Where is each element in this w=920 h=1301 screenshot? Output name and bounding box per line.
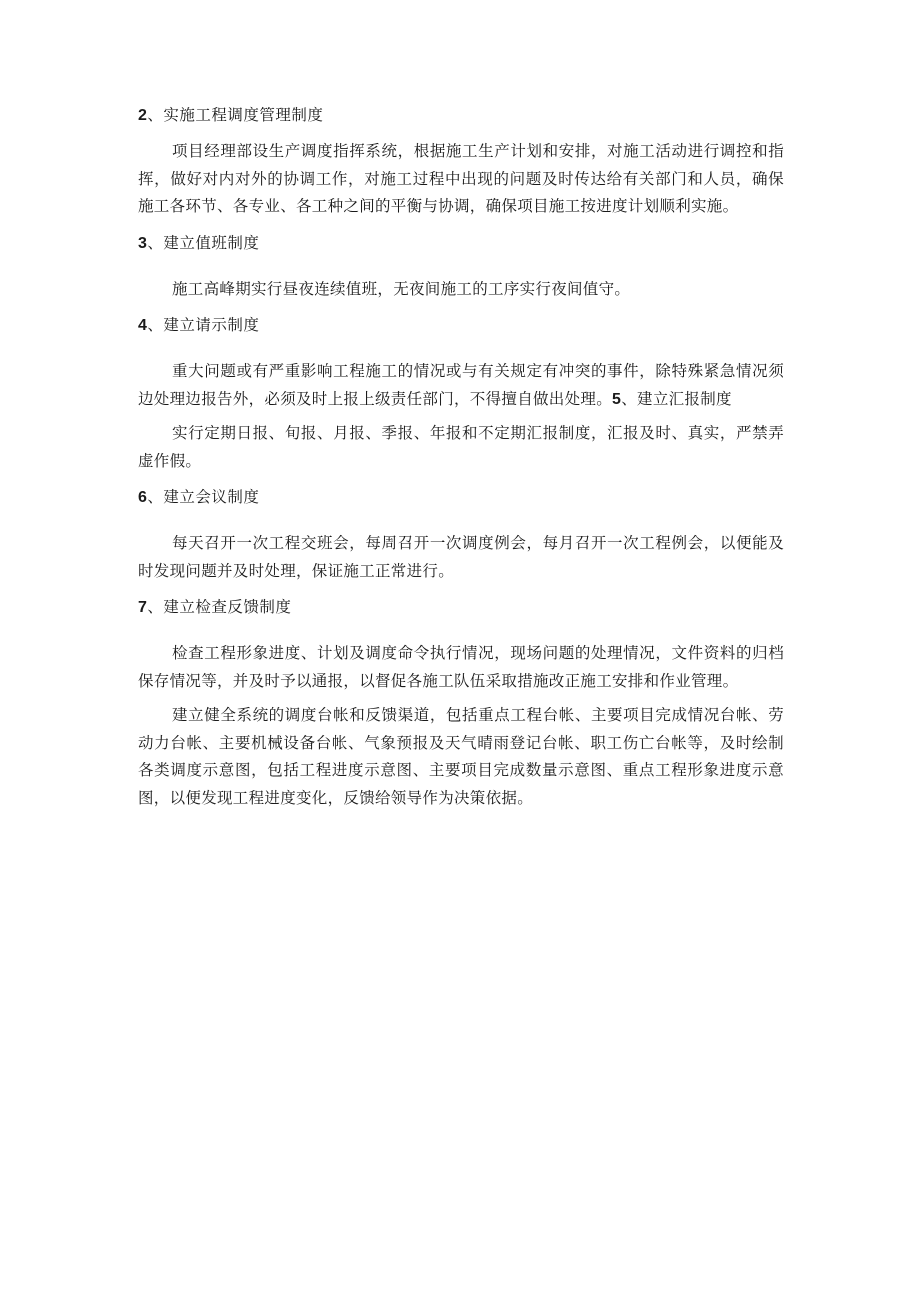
section-2-number: 2 <box>138 107 148 124</box>
section-4-paragraph <box>138 358 784 413</box>
section-6-title: 、建立会议制度 <box>147 488 260 506</box>
section-3-paragraph: 施工高峰期实行昼夜连续值班，无夜间施工的工序实行夜间值守。 <box>172 279 631 298</box>
section-7-title: 、建立检查反馈制度 <box>147 598 292 616</box>
section-4-body: 重大问题或有严重影响工程施工的情况或与有关规定有冲突的事件，除特殊紧急情况须边处理边报告外，必须及时上报上级责任部门，不得擅自做出处理。 <box>138 362 784 408</box>
section-3-number: 3 <box>138 234 148 252</box>
section-7-paragraph-2: 建立健全系统的调度台帐和反馈渠道，包括重点工程台帐、主要项目完成情况台帐、劳动力台帐、主要机械设备台帐、气象预报及天气晴雨登记台帐、职工伤亡台帐等，及时绘制各类调度示意图，包括工程进度示意图、主要项目完成数量示意图、重点工程形象进度示意图，以便发现工程进度变化，反馈给领导作为决策依据。 <box>138 706 784 807</box>
section-5-title: 、建立汇报制度 <box>621 389 732 408</box>
section-7-heading <box>138 592 784 623</box>
section-6-number: 6 <box>138 489 148 506</box>
section-5-number: 5 <box>612 390 622 408</box>
section-6-heading <box>138 482 784 513</box>
section-2-title: 、实施工程调度管理制度 <box>147 106 324 124</box>
section-2-paragraph: 项目经理部设生产调度指挥系统，根据施工生产计划和安排，对施工活动进行调控和指挥，做好对内对外的协调工作，对施工过程中出现的问题及时传达给有关部门和人员，确保施工各环节、各专业、各工种之间的平衡与协调，确保项目施工按进度计划顺利实施。 <box>138 142 784 215</box>
section-5-paragraph: 实行定期日报、旬报、月报、季报、年报和不定期汇报制度，汇报及时、真实，严禁弄虚作假。 <box>138 424 784 470</box>
section-4-heading <box>138 310 784 341</box>
section-7-paragraph-1: 检查工程形象进度、计划及调度命令执行情况，现场问题的处理情况，文件资料的归档保存情况等，并及时予以通报，以督促各施工队伍采取措施改正施工安排和作业管理。 <box>138 644 784 690</box>
section-3-title: 、建立值班制度 <box>147 233 260 252</box>
section-4-title: 、建立请示制度 <box>147 316 260 334</box>
section-6-paragraph: 每天召开一次工程交班会，每周召开一次调度例会，每月召开一次工程例会，以便能及时发现问题并及时处理，保证施工正常进行。 <box>138 534 784 580</box>
section-2-heading <box>138 100 784 131</box>
section-4-number: 4 <box>138 317 148 334</box>
section-3-heading <box>138 228 784 259</box>
section-7-number: 7 <box>138 599 148 616</box>
document-body <box>138 100 784 812</box>
